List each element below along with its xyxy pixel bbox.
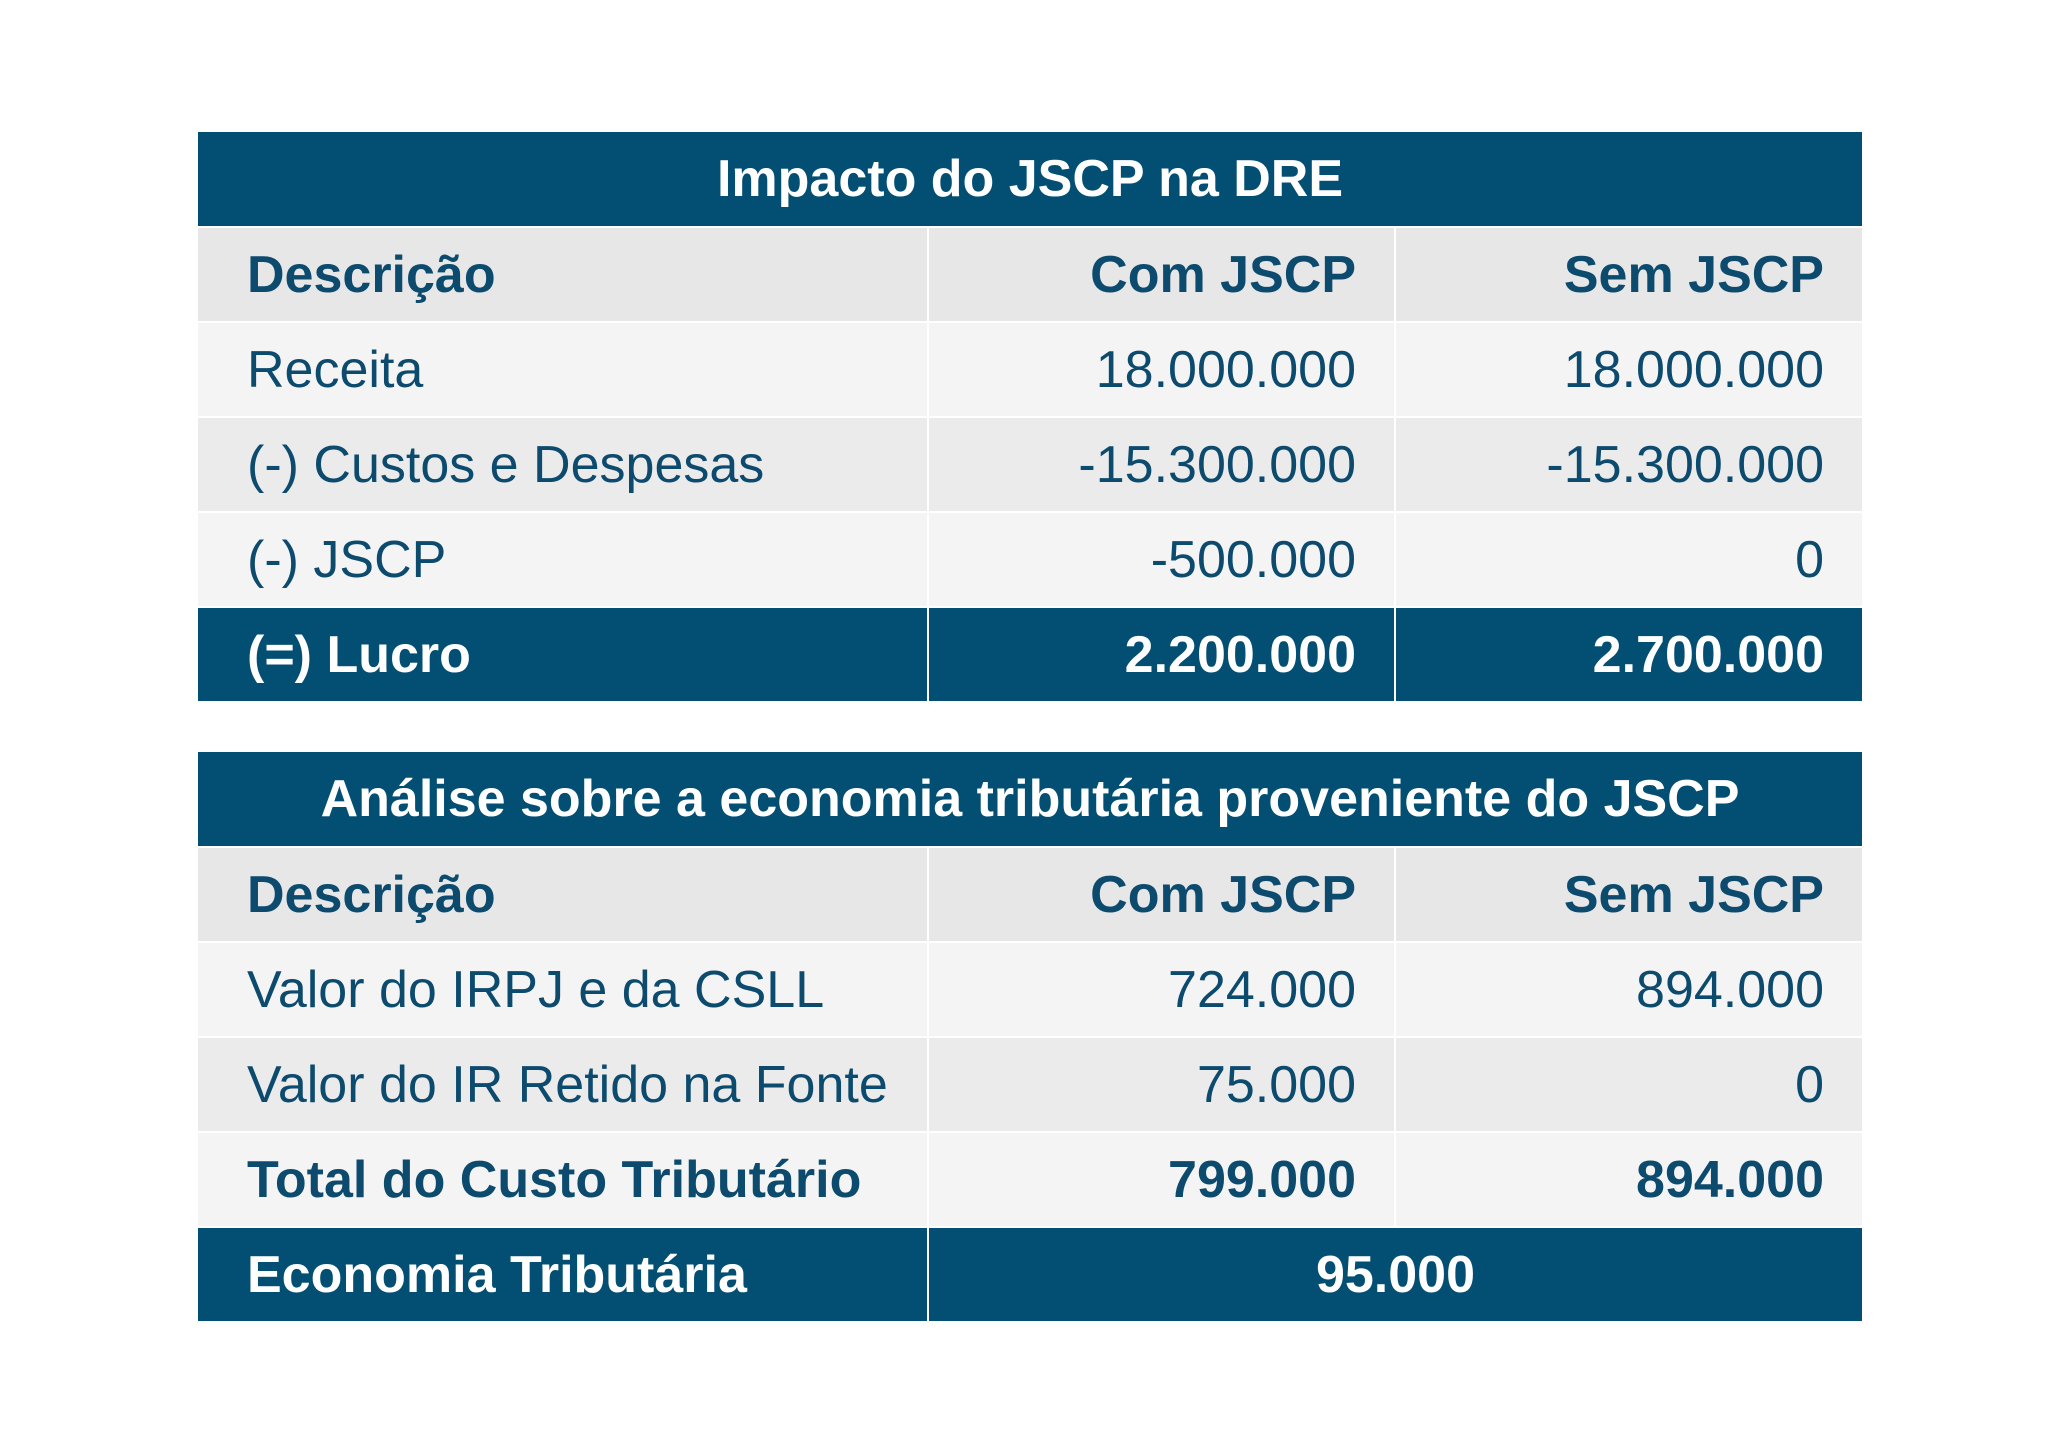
row-label: (=) Lucro <box>198 607 928 702</box>
value-without-jscp: 894.000 <box>1395 942 1862 1037</box>
table-row <box>198 1037 1862 1132</box>
column-header-without-jscp: Sem JSCP <box>1395 847 1862 942</box>
value-without-jscp: 894.000 <box>1395 1132 1862 1227</box>
table-row <box>198 322 1862 417</box>
value-without-jscp: 0 <box>1395 512 1862 607</box>
row-label: Valor do IRPJ e da CSLL <box>198 942 928 1037</box>
table-title: Análise sobre a economia tributária proveniente do JSCP <box>198 752 1862 847</box>
tax-savings-value: 95.000 <box>928 1227 1862 1322</box>
value-without-jscp: -15.300.000 <box>1395 417 1862 512</box>
value-with-jscp: -15.300.000 <box>928 417 1395 512</box>
column-header-without-jscp: Sem JSCP <box>1395 227 1862 322</box>
column-header-with-jscp: Com JSCP <box>928 847 1395 942</box>
row-label: Valor do IR Retido na Fonte <box>198 1037 928 1132</box>
column-header-with-jscp: Com JSCP <box>928 227 1395 322</box>
total-row <box>198 1227 1862 1322</box>
row-label: (-) Custos e Despesas <box>198 417 928 512</box>
row-label: Receita <box>198 322 928 417</box>
table-row <box>198 942 1862 1037</box>
column-header-description: Descrição <box>198 847 928 942</box>
dre-impact-table <box>198 132 1862 703</box>
value-with-jscp: 75.000 <box>928 1037 1395 1132</box>
tax-savings-table <box>198 752 1862 1323</box>
value-with-jscp: 799.000 <box>928 1132 1395 1227</box>
header-row <box>198 227 1862 322</box>
total-row <box>198 607 1862 702</box>
row-label: Economia Tributária <box>198 1227 928 1322</box>
value-with-jscp: 724.000 <box>928 942 1395 1037</box>
value-with-jscp: 18.000.000 <box>928 322 1395 417</box>
table-row <box>198 417 1862 512</box>
row-label: (-) JSCP <box>198 512 928 607</box>
header-row <box>198 847 1862 942</box>
subtotal-row <box>198 1132 1862 1227</box>
value-with-jscp: 2.200.000 <box>928 607 1395 702</box>
value-without-jscp: 2.700.000 <box>1395 607 1862 702</box>
column-header-description: Descrição <box>198 227 928 322</box>
table-row <box>198 512 1862 607</box>
value-without-jscp: 0 <box>1395 1037 1862 1132</box>
value-without-jscp: 18.000.000 <box>1395 322 1862 417</box>
value-with-jscp: -500.000 <box>928 512 1395 607</box>
table-title: Impacto do JSCP na DRE <box>198 132 1862 227</box>
row-label: Total do Custo Tributário <box>198 1132 928 1227</box>
